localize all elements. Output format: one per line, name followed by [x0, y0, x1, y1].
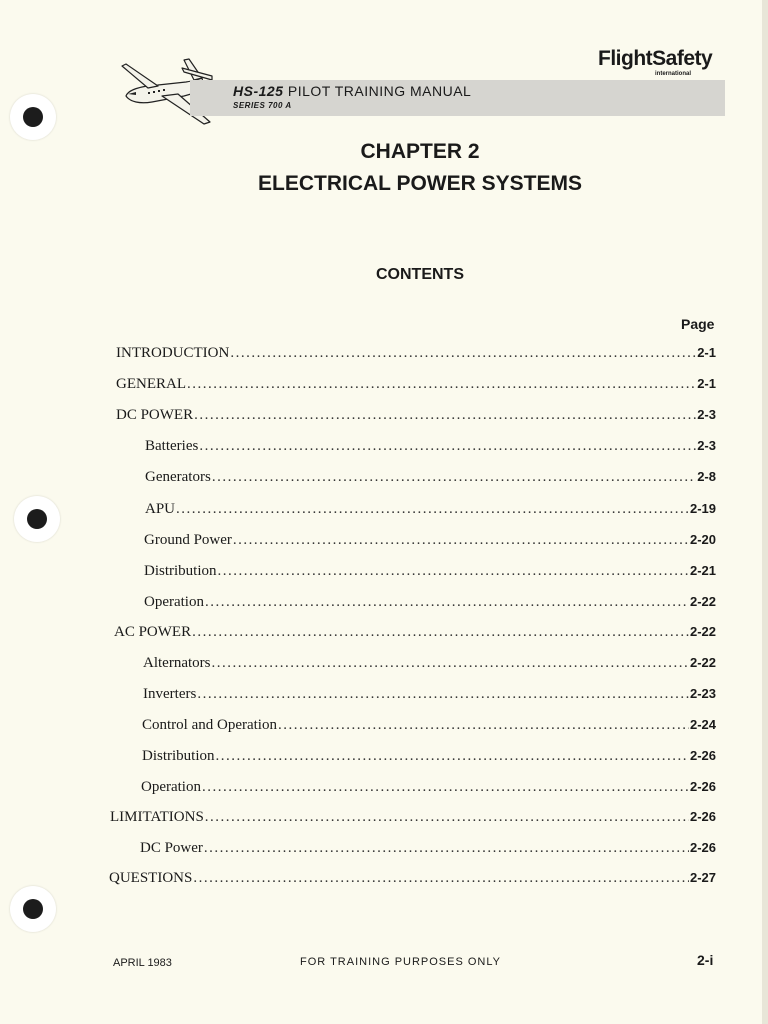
toc-label: AC POWER	[114, 624, 192, 640]
toc-label: Distribution	[142, 748, 215, 764]
toc-label: DC Power	[140, 840, 203, 856]
chapter-subtitle: ELECTRICAL POWER SYSTEMS	[258, 172, 582, 195]
toc-label: Alternators	[143, 655, 211, 671]
toc-entry[interactable]	[116, 343, 716, 363]
toc-page: 2-22	[689, 624, 716, 639]
toc-label: INTRODUCTION	[116, 345, 230, 361]
toc-entry[interactable]	[144, 530, 716, 550]
toc-entry[interactable]	[144, 592, 716, 612]
toc-label: Ground Power	[144, 532, 232, 548]
toc-label: Distribution	[144, 563, 217, 579]
page-column-label: Page	[681, 316, 715, 332]
toc-entry[interactable]	[145, 436, 716, 456]
footer-date: APRIL 1983	[113, 957, 172, 969]
toc-label: APU	[145, 501, 176, 517]
toc-entry[interactable]	[116, 374, 716, 394]
toc-entry[interactable]	[141, 777, 716, 797]
toc-entry[interactable]	[142, 746, 716, 766]
toc-entry[interactable]	[116, 405, 716, 425]
toc-entry[interactable]	[114, 622, 716, 642]
manual-title: PILOT TRAINING MANUAL	[287, 83, 472, 99]
toc-entry[interactable]	[145, 499, 716, 519]
toc-leader	[187, 374, 696, 394]
binder-hole	[14, 496, 60, 542]
toc-leader	[230, 343, 696, 363]
toc-page: 2-3	[697, 438, 716, 453]
chapter-title: CHAPTER 2	[360, 140, 480, 163]
toc-entry[interactable]	[109, 868, 716, 888]
toc-leader	[176, 499, 689, 519]
toc-leader	[194, 405, 696, 425]
toc-leader	[211, 653, 688, 673]
toc-leader	[212, 467, 696, 487]
toc-leader	[216, 746, 689, 766]
page-number: 2-i	[697, 952, 714, 968]
toc-label: Generators	[145, 469, 211, 485]
toc-leader	[205, 592, 689, 612]
toc-page: 2-19	[689, 501, 716, 516]
toc-page: 2-24	[689, 717, 716, 732]
toc-entry[interactable]	[143, 653, 716, 673]
toc-page: 2-22	[689, 655, 716, 670]
toc-label: QUESTIONS	[109, 870, 193, 886]
brand-logo: FlightSafety	[598, 47, 713, 70]
brand-subtitle: international	[655, 71, 692, 77]
toc-leader	[218, 561, 689, 581]
toc-leader	[192, 622, 689, 642]
binder-hole	[10, 94, 56, 140]
footer-note: FOR TRAINING PURPOSES ONLY	[300, 956, 502, 968]
toc-page: 2-1	[697, 345, 716, 360]
toc-label: Control and Operation	[142, 717, 277, 733]
toc-label: GENERAL	[116, 376, 186, 392]
toc-page: 2-8	[697, 469, 716, 484]
toc-entry[interactable]	[143, 684, 716, 704]
toc-leader	[202, 777, 689, 797]
aircraft-model: HS-125	[233, 83, 284, 99]
toc-label: Inverters	[143, 686, 197, 702]
toc-leader	[199, 436, 696, 456]
toc-page: 2-26	[689, 748, 716, 763]
toc-leader	[278, 715, 689, 735]
toc-page: 2-23	[689, 686, 716, 701]
toc-label: Batteries	[145, 438, 199, 454]
toc-leader	[197, 684, 689, 704]
manual-header	[233, 83, 471, 99]
toc-entry[interactable]	[142, 715, 716, 735]
toc-entry[interactable]	[144, 561, 716, 581]
toc-page: 2-1	[697, 376, 716, 391]
toc-page: 2-27	[689, 870, 716, 885]
toc-label: DC POWER	[116, 407, 194, 423]
toc-leader	[233, 530, 689, 550]
toc-entry[interactable]	[140, 838, 716, 858]
toc-page: 2-26	[689, 779, 716, 794]
toc-entry[interactable]	[110, 807, 716, 827]
toc-page: 2-22	[689, 594, 716, 609]
toc-page: 2-3	[697, 407, 716, 422]
contents-heading: CONTENTS	[376, 266, 464, 283]
toc-label: Operation	[144, 594, 204, 610]
toc-leader	[205, 807, 689, 827]
toc-leader	[204, 838, 689, 858]
toc-page: 2-26	[689, 840, 716, 855]
binder-hole	[10, 886, 56, 932]
toc-leader	[193, 868, 689, 888]
toc-page: 2-20	[689, 532, 716, 547]
series-label: SERIES 700 A	[233, 101, 292, 110]
toc-page: 2-26	[689, 809, 716, 824]
toc-label: Operation	[141, 779, 201, 795]
toc-entry[interactable]	[145, 467, 716, 487]
toc-label: LIMITATIONS	[110, 809, 204, 825]
toc-page: 2-21	[689, 563, 716, 578]
